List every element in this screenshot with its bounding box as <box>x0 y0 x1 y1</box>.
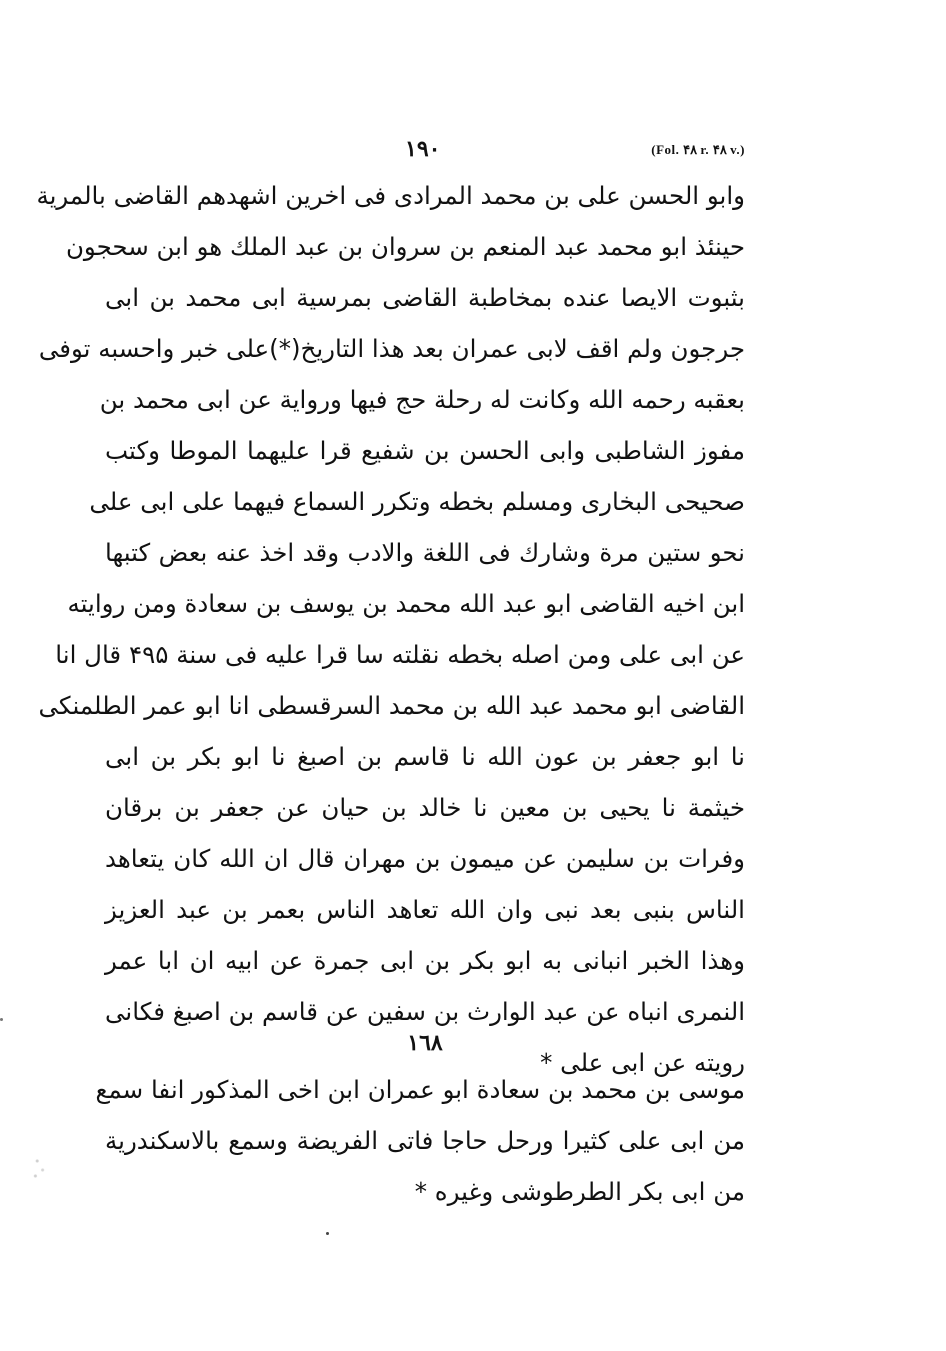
text-line: من ابى على كثيرا ورحل حاجا فاتى الفريضة وسمع بالاسكندرية <box>105 1126 745 1155</box>
biography-entry-1 <box>36 170 745 1088</box>
text-line: بثبوت الايصا عنده بمخاطبة القاضى بمرسية ابى محمد بن ابى <box>105 283 745 312</box>
text-line: صحيحى البخارى ومسلم بخطه وتكرر السماع فيهما على ابى على <box>89 487 745 516</box>
text-line: جرجون ولم اقف لابى عمران بعد هذا التاريخ(*)على خبر واحسبه توفى <box>38 334 745 363</box>
text-line: عن ابى على ومن اصله بخطه نقلته سا قرا عليه فى سنة ۴۹۵ قال انا <box>55 640 745 669</box>
entry-number: ١٦٨ <box>407 1030 443 1056</box>
text-line: بعقبه رحمه الله وكانت له رحلة حج فيها ورواية عن ابى محمد بن <box>99 385 745 414</box>
page-header <box>105 136 745 166</box>
text-line: النمرى انباه عن عبد الوارث بن سفين عن قاسم بن اصبغ فكانى <box>105 997 745 1026</box>
text-line: وفرات بن سليمن عن ميمون بن مهران قال ان الله كان يتعاهد <box>105 844 745 873</box>
text-line: القاضى ابو محمد عبد الله بن محمد السرقسطى انا ابو عمر الطلمنكى <box>38 691 745 720</box>
text-line: حينئذ ابو محمد عبد المنعم بن سروان بن عبد الملك هو ابن سحجون <box>65 232 745 261</box>
folio-reference: (Fol. ۴۸ r. ۴۸ v.) <box>651 142 745 157</box>
text-line: نا ابو جعفر بن عون الله نا قاسم بن اصبغ نا ابو بكر بن ابى <box>105 742 745 771</box>
text-line: موسى بن محمد بن سعادة ابو عمران ابن اخى المذكور انفا سمع <box>95 1075 745 1104</box>
text-line: خيثمة نا يحيى بن معين نا خالد بن حيان عن جعفر بن برقان <box>105 793 745 822</box>
text-line: مفوز الشاطبى وابى الحسن بن شفيع قرا عليهما الموطا وكتب <box>105 436 745 465</box>
text-line-final: من ابى بكر الطرطوشى وغيره * <box>414 1177 745 1206</box>
biography-entry-2 <box>95 1064 745 1217</box>
ink-dot <box>326 1232 329 1235</box>
text-line: وهذا الخبر انبانى به ابو بكر بن ابى جمرة عن ابيه ان ابا عمر <box>105 946 745 975</box>
margin-speck <box>0 1018 3 1021</box>
text-line: وابو الحسن على بن محمد المرادى فى اخرين اشهدهم القاضى بالمرية <box>36 181 745 210</box>
text-line: نحو ستين مرة وشارك فى اللغة والادب وقد اخذ عنه بعض كتبها <box>105 538 745 567</box>
page-number: ١٩٠ <box>405 136 441 162</box>
text-line: الناس بنبى بعد نبى وان الله تعاهد الناس بعمر بن عبد العزيز <box>105 895 745 924</box>
text-line-final: رويته عن ابى على * <box>540 1048 745 1077</box>
paper-specks <box>30 1152 48 1182</box>
text-line: ابن اخيه القاضى ابو عبد الله محمد بن يوسف بن سعادة ومن روايته <box>67 589 745 618</box>
